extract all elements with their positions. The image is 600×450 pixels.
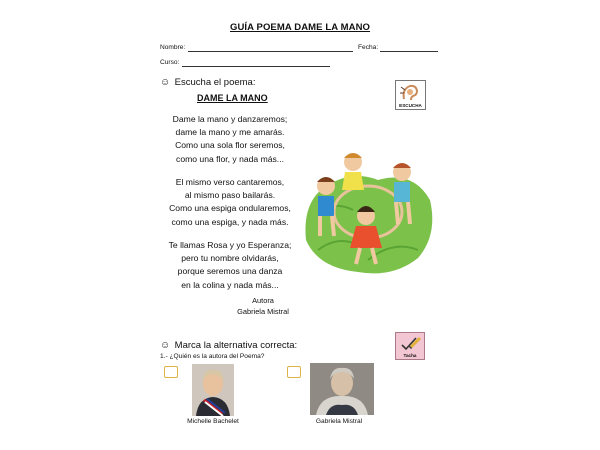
- option-2-checkbox[interactable]: [287, 366, 301, 378]
- poem-line: como una espiga, y nada más.: [171, 216, 289, 227]
- poem-title: DAME LA MANO: [197, 93, 268, 103]
- mark-badge: [395, 332, 425, 360]
- smiley-icon: ☺: [160, 340, 171, 351]
- poem-line: Como una sola flor seremos,: [175, 140, 285, 151]
- question-text: 1.- ¿Quién es la autora del Poema?: [160, 353, 265, 360]
- poem-signature: [213, 296, 313, 317]
- poem-line: al mismo paso bailarás.: [184, 190, 276, 201]
- page-title: GUÍA POEMA DAME LA MANO: [229, 22, 371, 33]
- ear-listen-icon: [396, 81, 425, 103]
- section-listen-text: Escucha el poema:: [174, 77, 256, 88]
- poem-stanza-3: [140, 239, 320, 292]
- name-field-label: Nombre:: [160, 44, 186, 51]
- children-dancing-illustration: [298, 140, 438, 280]
- section-listen: [160, 72, 255, 90]
- name-field-line[interactable]: [188, 51, 353, 52]
- course-field-label: Curso:: [160, 59, 180, 66]
- mark-badge-label: Tacha: [403, 353, 417, 358]
- poem-line: en la colina y nada más...: [181, 279, 279, 290]
- poem-line: porque seremos una danza: [177, 266, 283, 277]
- poem-line: El mismo verso cantaremos,: [175, 177, 285, 187]
- option-2-label[interactable]: Gabriela Mistral: [315, 418, 363, 425]
- listen-badge: [395, 80, 426, 110]
- smiley-icon: ☺: [160, 77, 171, 88]
- signature-role: Autora: [252, 296, 274, 305]
- poem-line: dame la mano y me amarás.: [175, 127, 285, 138]
- pencil-check-icon: [396, 333, 424, 353]
- section-mark: [160, 335, 297, 353]
- poem-stanza-2: [140, 176, 320, 229]
- poem-line: como una flor, y nada más...: [176, 153, 284, 164]
- option-1-label[interactable]: Michelle Bachelet: [187, 418, 239, 425]
- signature-author: Gabriela Mistral: [237, 306, 289, 316]
- poem-line: Dame la mano y danzaremos;: [172, 114, 288, 124]
- section-mark-text: Marca la alternativa correcta:: [174, 340, 298, 351]
- listen-badge-label: ESCUCHA: [399, 103, 422, 108]
- poem-line: Te llamas Rosa y yo Esperanza;: [168, 240, 292, 250]
- course-field-line[interactable]: [182, 66, 330, 67]
- date-field-line[interactable]: [380, 51, 438, 52]
- poem-line: Como una espiga ondularemos,: [169, 203, 291, 214]
- poem-line: pero tu nombre olvidarás,: [181, 253, 279, 264]
- bachelet-portrait: [192, 364, 234, 416]
- mistral-portrait: [310, 363, 374, 415]
- poem-stanza-1: [140, 113, 320, 166]
- option-1-checkbox[interactable]: [164, 366, 178, 378]
- date-field-label: Fecha:: [358, 44, 379, 51]
